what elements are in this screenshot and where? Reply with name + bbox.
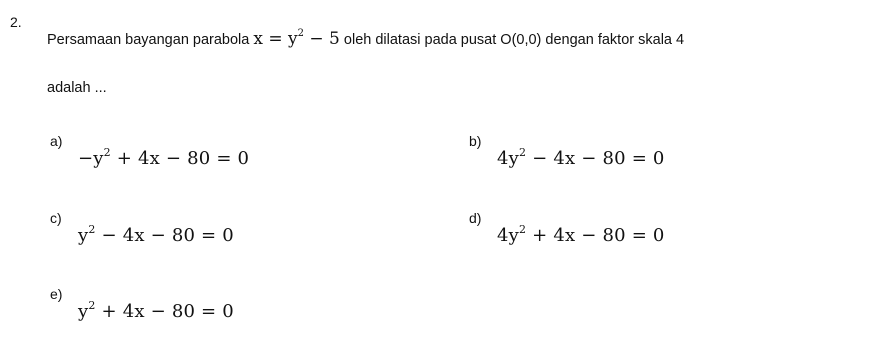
option-e-expression <box>78 301 234 322</box>
question-text-line2: adalah ... <box>47 80 107 96</box>
question-expression-exponent: 2 <box>297 28 304 39</box>
option-e-pre: y <box>78 301 89 322</box>
question-expression-rhs: − 5 <box>304 29 340 49</box>
question-text-after: oleh dilatasi pada pusat O(0,0) dengan faktor skala 4 <box>343 32 685 48</box>
option-d-pre: 4y <box>497 225 520 246</box>
question-expression-lhs: x = y <box>253 29 298 49</box>
option-d-exponent: 2 <box>519 223 527 236</box>
option-a-exponent: 2 <box>103 146 111 159</box>
option-d-label: d) <box>469 210 482 226</box>
option-b-label: b) <box>469 133 482 149</box>
option-a-post: + 4x − 80 = 0 <box>110 148 250 169</box>
option-e-post: + 4x − 80 = 0 <box>95 301 234 322</box>
option-e-label: e) <box>50 286 63 302</box>
option-a-pre: −y <box>78 148 104 169</box>
option-c-label: c) <box>50 210 62 226</box>
question-number: 2. <box>10 14 22 30</box>
question-text-before: Persamaan bayangan parabola <box>47 32 250 48</box>
option-b-post: − 4x − 80 = 0 <box>526 148 665 169</box>
option-e-exponent: 2 <box>88 299 96 312</box>
option-d-expression <box>497 225 665 246</box>
option-b-pre: 4y <box>497 148 520 169</box>
option-a-expression <box>78 148 249 169</box>
question-text <box>47 29 684 49</box>
option-b-expression <box>497 148 665 169</box>
option-c-pre: y <box>78 225 89 246</box>
question-expression <box>253 29 340 49</box>
option-a-label: a) <box>50 133 63 149</box>
option-c-expression <box>78 225 234 246</box>
option-c-post: − 4x − 80 = 0 <box>95 225 234 246</box>
option-c-exponent: 2 <box>88 223 96 236</box>
option-b-exponent: 2 <box>519 146 527 159</box>
option-d-post: + 4x − 80 = 0 <box>526 225 665 246</box>
